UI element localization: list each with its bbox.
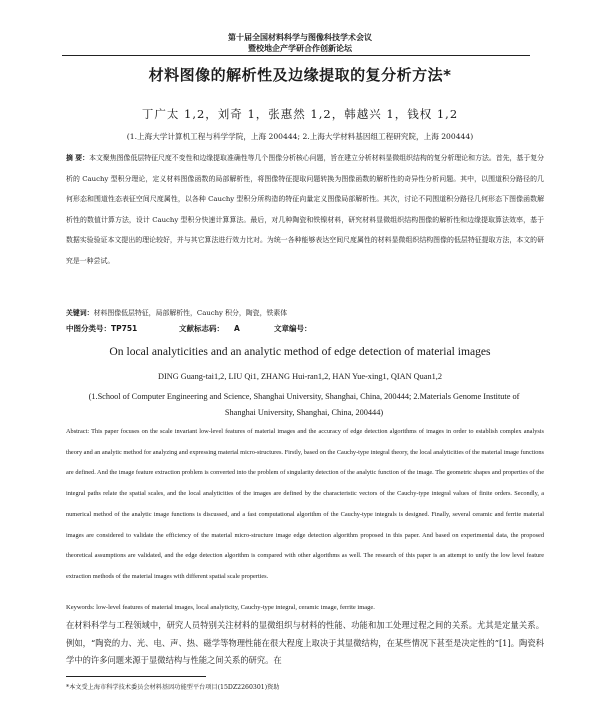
authors-chinese: 丁广太 1,2，刘奇 1，张惠然 1,2，韩越兴 1，钱权 1,2 — [141, 107, 459, 121]
body-paragraph: 在材料科学与工程领域中，研究人员特别关注材料的显微组织与材料的性能、功能和加工处理过程之间的关系。尤其是定量关系。例如，“陶瓷的力、光、电、声、热、磁学等物理性能在很大程度上取决于其显微结构，在某些情况下甚至是决定性的”[1]。陶瓷科学中的许多问题来源于显微结构与性能之间关系的研究。在 — [66, 620, 544, 665]
conference-header-line2: 暨校地企产学研合作创新论坛 — [248, 44, 352, 53]
affiliation-english: (1.School of Computer Engineering and Science, Shanghai University, Shanghai, China, 200444; 2.Materials Genome Institute of Shanghai University, Shanghai, China, 200444) — [88, 392, 520, 417]
abstract-chinese-label: 摘 要： — [66, 154, 90, 162]
conference-header-line1: 第十届全国材料科学与图像科技学术会议 — [228, 33, 372, 42]
classification-line — [66, 323, 544, 334]
article-number-label: 文章编号： — [274, 324, 312, 333]
keywords-chinese-label: 关键词： — [66, 309, 94, 317]
clc-value: TP751 — [111, 324, 138, 333]
keywords-chinese — [66, 307, 544, 317]
keywords-english — [66, 604, 544, 611]
doc-code-value: A — [234, 324, 240, 333]
authors-english: DING Guang-tai1,2, LIU Qi1, ZHANG Hui-ran1,2, HAN Yue-xing1, QIAN Quan1,2 — [157, 372, 443, 381]
keywords-english-text: low-level features of material images, local analyticity, Cauchy-type integral, ceramic image, ferrite image. — [96, 604, 375, 611]
header-divider — [62, 55, 530, 56]
abstract-chinese — [66, 148, 544, 272]
abstract-english-text: This paper focuses on the scale invariant low-level features of material images and the accuracy of edge detection algorithms of images in order to establish complex analysis theory and an analytic method for analyzing and expressing material micro-structures. Firstly, based on the Cauchy-type integral theory, the local analyticities of the material image functions are defined. And the image feature extraction problem is converted into the problem of singularity detection of the analytic function of the image. The geometric shapes and properties of the integral paths relate the spatial scales, and the local analyticities of the images are defined by the characteristic vectors of the Cauchy-type integral values of finite orders. Secondly, a numerical method of the analytic image functions is discussed, and a fast computational algorithm of the Cauchy-type integrals is designed. Finally, several ceramic and ferrite material images are considered to validate the efficiency of the material micro-structure image edge detection algorithm proposed in this paper. And based on experimental data, the proposed theoretical assumptions are validated, and the edge detection algorithm is compared with other algorithms as well. The research of this paper is an attempt to unify the low level feature extraction methods of the material images with different spatial scale properties. — [66, 428, 544, 580]
keywords-chinese-text: 材料图像低层特征，局部解析性，Cauchy 积分，陶瓷，铁素体 — [93, 309, 288, 317]
keywords-english-label: Keywords: — [66, 604, 95, 611]
abstract-english — [66, 422, 544, 588]
doc-code-label: 文献标志码： — [179, 324, 224, 333]
paper-title-chinese: 材料图像的解析性及边缘提取的复分析方法* — [148, 66, 452, 84]
clc-label: 中图分类号： — [66, 324, 111, 333]
affiliation-chinese: (1.上海大学计算机工程与科学学院，上海 200444; 2.上海大学材料基因组工程研究院，上海 200444) — [126, 132, 474, 141]
footnote-divider — [66, 676, 206, 677]
paper-title-english: On local analyticities and an analytic method of edge detection of material images — [109, 345, 491, 358]
abstract-chinese-text: 本文聚焦图像低层特征尺度不变性和边缘提取准确性等几个图像分析核心问题，旨在建立分析材料显微组织结构的复分析理论和方法。首先，基于复分析的 Cauchy 型积分理论，定义材料图像函数的局部解析性，将图像特征提取问题转换为图像函数的解析性的奇异性分析问题。其中，以围道积分路径的几何形态和围道性态表征空间尺度属性，以各种 Cauchy 型积分所构造的特征向量定义图像局部解析性。其次，讨论不同围道积分路径几何形态下图像函数解析性的数值计算方法，设计 Cauchy 型积分快速计算算法。最后，对几种陶瓷和铁镍材料，研究材料显微组织结构图像的解析性和边缘提取算法效率，基于数据实验验证本文提出的理论较好，并与其它算法进行效力比对。为统一各种能够表达空间尺度属性的材料显微组织结构图像的低层特征提取方法，本文的研究是一种尝试。 — [66, 154, 545, 265]
abstract-english-label: Abstract: — [66, 428, 90, 435]
footnote: *本文受上海市科学技术委员会材料基因功能型平台项目(15DZ2260301)资助 — [66, 684, 280, 691]
